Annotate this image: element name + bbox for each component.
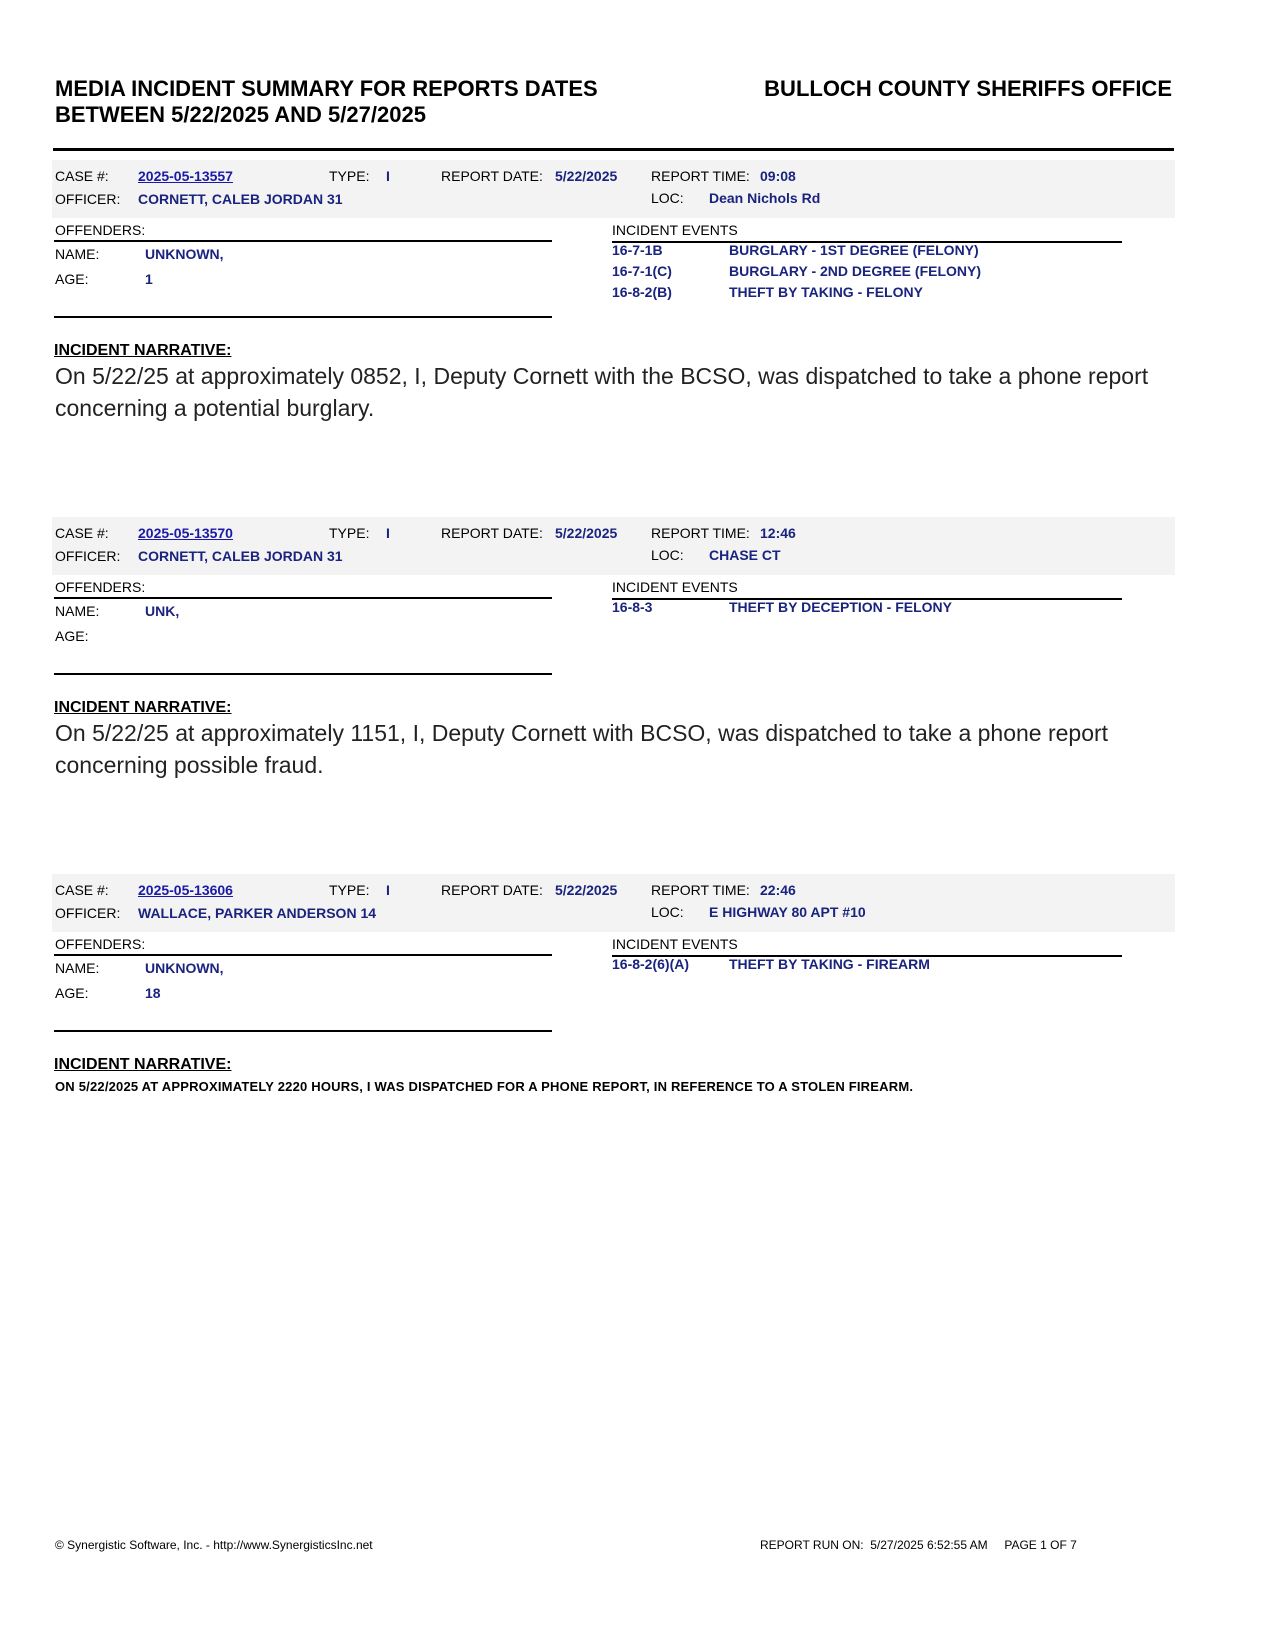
narrative-label: INCIDENT NARRATIVE: bbox=[54, 342, 232, 359]
report-time-label: REPORT TIME: bbox=[651, 525, 750, 541]
case-number-link[interactable] bbox=[138, 882, 233, 898]
narrative-text: ON 5/22/2025 AT APPROXIMATELY 2220 HOURS, I WAS DISPATCHED FOR A PHONE REPORT, IN REFERENCE TO A STOLEN FIREARM. bbox=[55, 1079, 914, 1094]
narrative-label: INCIDENT NARRATIVE: bbox=[54, 699, 232, 716]
offender-name-label: NAME: bbox=[55, 960, 100, 976]
report-date-value: 5/22/2025 bbox=[555, 882, 618, 898]
case-number-link[interactable] bbox=[138, 168, 233, 184]
offenders-divider bbox=[54, 240, 552, 242]
event-code: 16-7-1B bbox=[612, 242, 663, 258]
footer-copyright: © Synergistic Software, Inc. - http://www.SynergisticsInc.net bbox=[55, 1538, 373, 1552]
offenders-label: OFFENDERS: bbox=[55, 936, 146, 952]
type-value: I bbox=[386, 882, 390, 898]
incident-events-label: INCIDENT EVENTS bbox=[612, 579, 738, 595]
officer-label: OFFICER: bbox=[55, 191, 121, 207]
case-block bbox=[52, 517, 1175, 882]
report-date-value: 5/22/2025 bbox=[555, 168, 618, 184]
offender-age-label: AGE: bbox=[55, 628, 89, 644]
offender-age-value: 1 bbox=[145, 271, 153, 287]
type-label: TYPE: bbox=[329, 525, 370, 541]
event-description: THEFT BY TAKING - FIREARM bbox=[729, 956, 930, 972]
offenders-divider bbox=[54, 954, 552, 956]
case-block bbox=[52, 874, 1175, 1239]
offender-name-value: UNKNOWN, bbox=[145, 960, 224, 976]
report-time-value: 12:46 bbox=[760, 525, 796, 541]
offenders-bottom-rule bbox=[54, 673, 552, 675]
offender-name-label: NAME: bbox=[55, 246, 100, 262]
type-label: TYPE: bbox=[329, 168, 370, 184]
offenders-bottom-rule bbox=[54, 1030, 552, 1032]
footer-page-number: PAGE 1 OF 7 bbox=[1004, 1538, 1077, 1552]
event-code: 16-8-3 bbox=[612, 599, 653, 615]
report-title bbox=[55, 76, 675, 128]
event-description: BURGLARY - 1ST DEGREE (FELONY) bbox=[729, 242, 979, 258]
header-divider bbox=[53, 148, 1174, 151]
location-label: LOC: bbox=[651, 190, 684, 206]
report-title-line2: BETWEEN 5/22/2025 AND 5/27/2025 bbox=[55, 102, 426, 127]
footer-report-run-label: REPORT RUN ON: bbox=[760, 1538, 864, 1552]
case-block bbox=[52, 160, 1175, 525]
case-number-value[interactable]: 2025-05-13606 bbox=[138, 882, 233, 898]
report-time-value: 09:08 bbox=[760, 168, 796, 184]
event-description: THEFT BY DECEPTION - FELONY bbox=[729, 599, 952, 615]
case-number-label: CASE #: bbox=[55, 882, 109, 898]
report-time-label: REPORT TIME: bbox=[651, 168, 750, 184]
report-date-label: REPORT DATE: bbox=[441, 882, 543, 898]
case-number-value[interactable]: 2025-05-13570 bbox=[138, 525, 233, 541]
type-value: I bbox=[386, 525, 390, 541]
type-label: TYPE: bbox=[329, 882, 370, 898]
narrative-label: INCIDENT NARRATIVE: bbox=[54, 1056, 232, 1073]
event-description: THEFT BY TAKING - FELONY bbox=[729, 284, 923, 300]
location-label: LOC: bbox=[651, 547, 684, 563]
event-code: 16-7-1(C) bbox=[612, 263, 672, 279]
location-value: CHASE CT bbox=[709, 547, 781, 563]
report-time-value: 22:46 bbox=[760, 882, 796, 898]
officer-value: WALLACE, PARKER ANDERSON 14 bbox=[138, 905, 377, 921]
event-description: BURGLARY - 2ND DEGREE (FELONY) bbox=[729, 263, 982, 279]
offender-name-label: NAME: bbox=[55, 603, 100, 619]
narrative-text: On 5/22/25 at approximately 0852, I, Deputy Cornett with the BCSO, was dispatched to take a phone report concerning a potential burglary. bbox=[55, 363, 1149, 421]
location-label: LOC: bbox=[651, 904, 684, 920]
type-value: I bbox=[386, 168, 390, 184]
footer-report-run bbox=[760, 1538, 1077, 1552]
report-date-value: 5/22/2025 bbox=[555, 525, 618, 541]
event-code: 16-8-2(B) bbox=[612, 284, 672, 300]
narrative-text: On 5/22/25 at approximately 1151, I, Deputy Cornett with BCSO, was dispatched to take a phone report concerning possible fraud. bbox=[55, 720, 1109, 778]
footer-report-run-value: 5/27/2025 6:52:55 AM bbox=[870, 1538, 988, 1552]
case-number-label: CASE #: bbox=[55, 168, 109, 184]
report-date-label: REPORT DATE: bbox=[441, 168, 543, 184]
offender-age-value: 18 bbox=[145, 985, 161, 1001]
offender-name-value: UNK, bbox=[145, 603, 180, 619]
incident-events-label: INCIDENT EVENTS bbox=[612, 222, 738, 238]
offender-name-value: UNKNOWN, bbox=[145, 246, 224, 262]
offenders-bottom-rule bbox=[54, 316, 552, 318]
offender-age-label: AGE: bbox=[55, 271, 89, 287]
report-time-label: REPORT TIME: bbox=[651, 882, 750, 898]
offender-age-label: AGE: bbox=[55, 985, 89, 1001]
officer-label: OFFICER: bbox=[55, 548, 121, 564]
officer-value: CORNETT, CALEB JORDAN 31 bbox=[138, 191, 343, 207]
offenders-label: OFFENDERS: bbox=[55, 222, 146, 238]
report-title-line1: MEDIA INCIDENT SUMMARY FOR REPORTS DATES bbox=[55, 76, 598, 101]
offenders-label: OFFENDERS: bbox=[55, 579, 146, 595]
offenders-divider bbox=[54, 597, 552, 599]
event-code: 16-8-2(6)(A) bbox=[612, 956, 690, 972]
location-value: Dean Nichols Rd bbox=[709, 190, 821, 206]
case-number-label: CASE #: bbox=[55, 525, 109, 541]
case-number-value[interactable]: 2025-05-13557 bbox=[138, 168, 233, 184]
case-number-link[interactable] bbox=[138, 525, 233, 541]
officer-value: CORNETT, CALEB JORDAN 31 bbox=[138, 548, 343, 564]
report-date-label: REPORT DATE: bbox=[441, 525, 543, 541]
agency-name: BULLOCH COUNTY SHERIFFS OFFICE bbox=[764, 76, 1172, 101]
incident-events-label: INCIDENT EVENTS bbox=[612, 936, 738, 952]
location-value: E HIGHWAY 80 APT #10 bbox=[709, 904, 866, 920]
officer-label: OFFICER: bbox=[55, 905, 121, 921]
